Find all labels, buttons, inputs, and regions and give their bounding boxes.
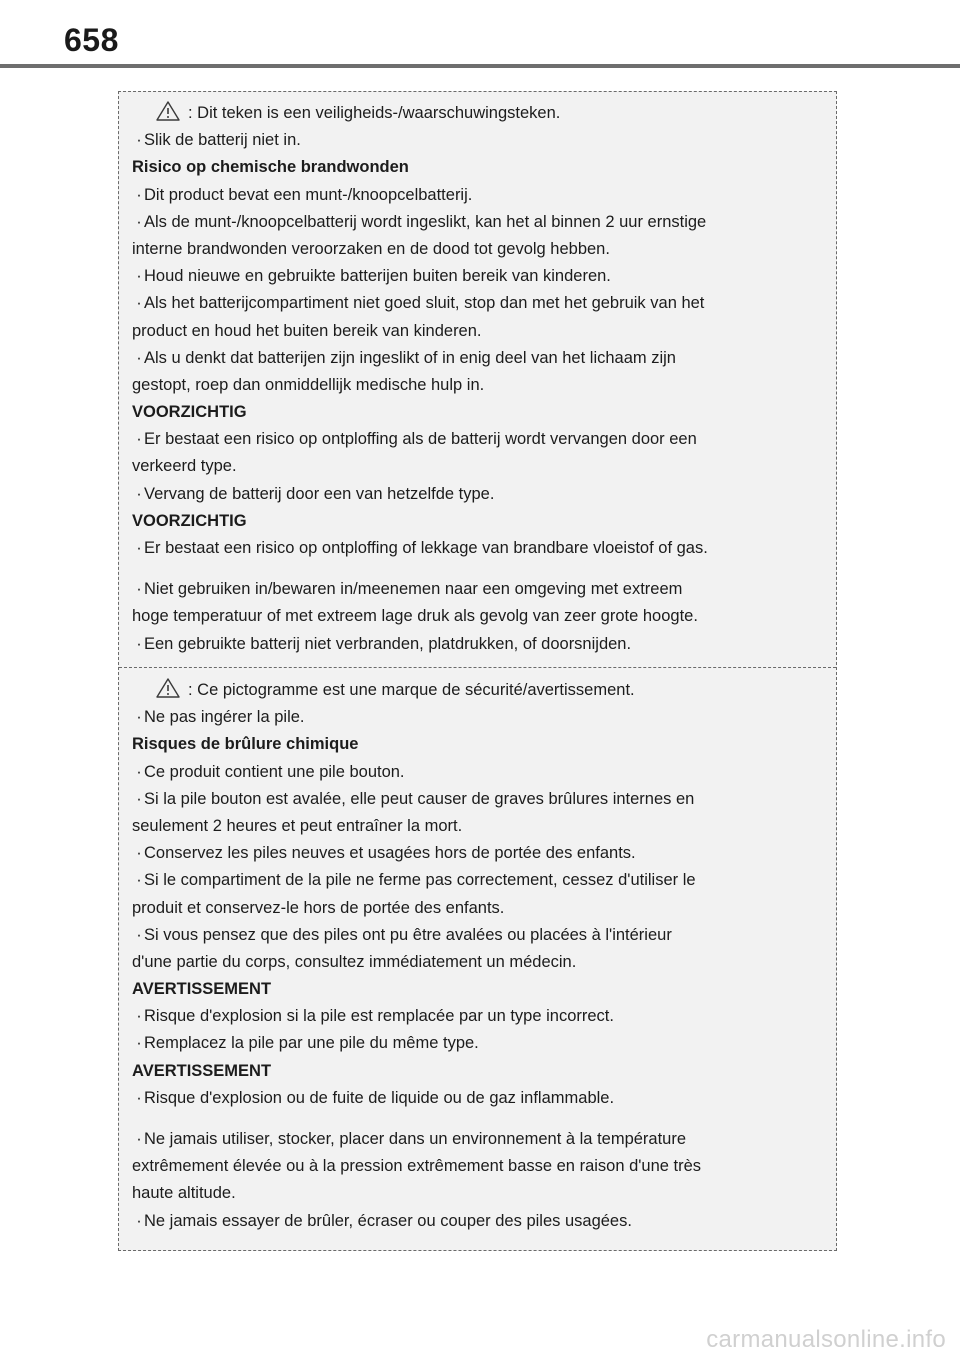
fr-item-text: Ne pas ingérer la pile. xyxy=(144,708,305,727)
bullet-dot-icon: · xyxy=(136,539,142,557)
fr-heading: Risques de brûlure chimique xyxy=(132,735,359,754)
bullet-dot-icon: · xyxy=(136,580,142,599)
fr-item-text: Ne jamais utiliser, stocker, placer dans un environnement à la température xyxy=(144,1130,687,1148)
bullet-dot-icon: · xyxy=(136,762,142,781)
header-rule xyxy=(0,64,960,68)
nl-item xyxy=(132,263,822,290)
fr-item-text: Ne jamais essayer de brûler, écraser ou couper des piles usagées. xyxy=(144,1211,632,1230)
bullet-dot-icon: · xyxy=(136,1088,142,1107)
fr-heading: AVERTISSEMENT xyxy=(132,980,272,999)
fr-item xyxy=(132,1126,822,1153)
bullet-dot-icon: · xyxy=(136,294,142,313)
fr-item-continuation: produit et conservez-le hors de portée des enfants. xyxy=(132,898,505,917)
nl-item xyxy=(132,576,822,603)
bullet-dot-icon: · xyxy=(136,789,142,808)
nl-item xyxy=(132,631,822,658)
nl-item xyxy=(132,426,822,453)
nl-item-text: Dit product bevat een munt-/knoopcelbatterij. xyxy=(144,185,473,204)
nl-heading: Risico op chemische brandwonden xyxy=(132,158,409,177)
spacer xyxy=(132,562,822,576)
bullet-dot-icon: · xyxy=(136,1130,142,1148)
fr-item-text: Ce produit contient une pile bouton. xyxy=(144,762,405,781)
bullet-dot-icon: · xyxy=(136,212,142,231)
fr-item xyxy=(132,1003,822,1030)
battery-warning-panel xyxy=(118,91,837,1251)
nl-item xyxy=(132,209,822,236)
nl-intro-line xyxy=(132,100,822,127)
nl-item-continuation: product en houd het buiten bereik van kinderen. xyxy=(132,321,482,340)
bullet-dot-icon: · xyxy=(136,185,142,204)
language-divider xyxy=(119,667,836,668)
nl-item-text: Een gebruikte batterij niet verbranden, platdrukken, of doorsnijden. xyxy=(144,634,632,653)
bullet-dot-icon: · xyxy=(136,1007,142,1026)
bullet-dot-icon: · xyxy=(136,1211,142,1230)
fr-item xyxy=(132,1085,822,1112)
nl-item-continuation: hoge temperatuur of met extreem lage druk als gevolg van zeer grote hoogte. xyxy=(132,607,698,626)
nl-item-text: Als u denkt dat batterijen zijn ingeslikt of in enig deel van het lichaam zijn xyxy=(144,348,676,367)
nl-item-continuation: interne brandwonden veroorzaken en de dood tot gevolg hebben. xyxy=(132,239,610,258)
fr-item-text: Si vous pensez que des piles ont pu être avalées ou placées à l'intérieur xyxy=(144,925,672,944)
fr-item xyxy=(132,922,822,949)
bullet-dot-icon: · xyxy=(136,131,142,150)
fr-item xyxy=(132,786,822,813)
bullet-dot-icon: · xyxy=(136,708,142,727)
nl-item-continuation: verkeerd type. xyxy=(132,457,237,476)
bullet-dot-icon: · xyxy=(136,484,142,503)
nl-item-text: Er bestaat een risico op ontploffing of lekkage van brandbare vloeistof of gas. xyxy=(144,539,708,557)
nl-item xyxy=(132,345,822,372)
nl-item xyxy=(132,535,822,562)
fr-item-continuation: d'une partie du corps, consultez immédiatement un médecin. xyxy=(132,952,577,971)
nl-item-continuation: gestopt, roep dan onmiddellijk medische hulp in. xyxy=(132,375,485,394)
fr-item-text: Conservez les piles neuves et usagées hors de portée des enfants. xyxy=(144,844,636,863)
fr-item-text: Risque d'explosion ou de fuite de liquide ou de gaz inflammable. xyxy=(144,1088,615,1107)
nl-item-text: Niet gebruiken in/bewaren in/meenemen naar een omgeving met extreem xyxy=(144,580,683,599)
bullet-dot-icon: · xyxy=(136,348,142,367)
nl-item-text: Houd nieuwe en gebruikte batterijen buiten bereik van kinderen. xyxy=(144,267,611,286)
nl-item-text: Als het batterijcompartiment niet goed sluit, stop dan met het gebruik van het xyxy=(144,294,705,313)
nl-intro-text: : Dit teken is een veiligheids-/waarschuwingsteken. xyxy=(188,104,561,122)
fr-item-text: Risque d'explosion si la pile est remplacée par un type incorrect. xyxy=(144,1007,614,1026)
warning-triangle-icon xyxy=(156,678,180,698)
fr-item xyxy=(132,1208,822,1235)
nl-item-text: Vervang de batterij door een van hetzelfde type. xyxy=(144,484,495,503)
nl-heading: VOORZICHTIG xyxy=(132,403,247,422)
bullet-dot-icon: · xyxy=(136,844,142,863)
fr-heading: AVERTISSEMENT xyxy=(132,1061,272,1080)
nl-item xyxy=(132,127,822,154)
warning-triangle-icon xyxy=(156,101,180,121)
nl-item xyxy=(132,481,822,508)
nl-item xyxy=(132,290,822,317)
bullet-dot-icon: · xyxy=(136,925,142,944)
nl-item-text: Als de munt-/knoopcelbatterij wordt ingeslikt, kan het al binnen 2 uur ernstige xyxy=(144,212,707,231)
fr-item-continuation: haute altitude. xyxy=(132,1184,236,1203)
fr-item-text: Remplacez la pile par une pile du même type. xyxy=(144,1034,479,1053)
bullet-dot-icon: · xyxy=(136,1034,142,1053)
page-number: 658 xyxy=(64,22,119,58)
french-warning-section xyxy=(119,677,836,1235)
bullet-dot-icon: · xyxy=(136,430,142,449)
fr-intro-line xyxy=(132,677,822,704)
site-watermark: carmanualsonline.info xyxy=(706,1326,946,1353)
fr-item xyxy=(132,759,822,786)
nl-item xyxy=(132,182,822,209)
nl-item-text: Er bestaat een risico op ontploffing als de batterij wordt vervangen door een xyxy=(144,430,697,449)
fr-item-continuation: extrêmement élevée ou à la pression extrêmement basse en raison d'une très xyxy=(132,1157,702,1176)
bullet-dot-icon: · xyxy=(136,634,142,653)
spacer xyxy=(132,1112,822,1126)
fr-item xyxy=(132,867,822,894)
bullet-dot-icon: · xyxy=(136,267,142,286)
fr-item-text: Si le compartiment de la pile ne ferme pas correctement, cessez d'utiliser le xyxy=(144,871,696,890)
fr-item xyxy=(132,1030,822,1057)
fr-item xyxy=(132,704,822,731)
dutch-warning-section xyxy=(119,100,836,658)
fr-item xyxy=(132,840,822,867)
nl-item-text: Slik de batterij niet in. xyxy=(144,131,301,150)
bullet-dot-icon: · xyxy=(136,871,142,890)
fr-item-text: Si la pile bouton est avalée, elle peut causer de graves brûlures internes en xyxy=(144,789,695,808)
nl-heading: VOORZICHTIG xyxy=(132,511,247,530)
fr-item-continuation: seulement 2 heures et peut entraîner la mort. xyxy=(132,816,463,835)
fr-intro-text: : Ce pictogramme est une marque de sécurité/avertissement. xyxy=(188,681,635,699)
